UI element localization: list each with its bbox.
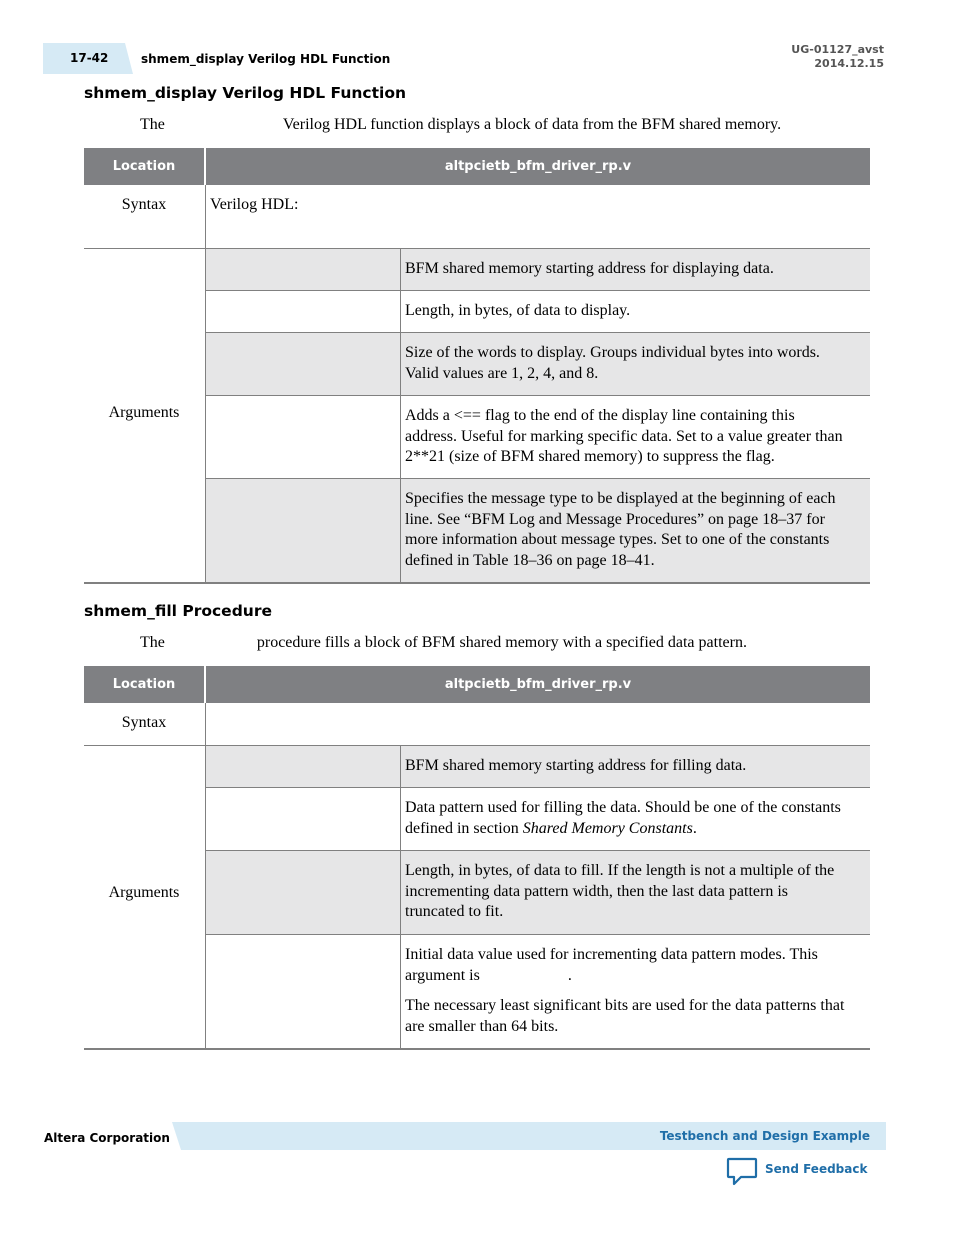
argument-description: BFM shared memory starting address for filling data. <box>405 757 747 774</box>
location-value: altpcietb_bfm_driver_rp.v <box>444 159 632 174</box>
argument-description: Length, in bytes, of data to fill. If the length is not a multiple of the incrementing data pattern width, then the last data pattern is truncated to fit. <box>405 862 835 920</box>
arguments-label: Arguments <box>108 884 180 901</box>
running-title: shmem_display Verilog HDL Function <box>141 52 391 66</box>
section-intro-shmem-fill <box>140 634 747 652</box>
intro-prefix: The <box>140 116 165 133</box>
doc-id: UG-01127_avst <box>791 43 884 56</box>
argument-row <box>206 479 870 582</box>
argument-description: Size of the words to display. Groups individual bytes into words. Valid values are 1, 2, 4, and 8. <box>405 344 820 382</box>
argument-row <box>206 935 870 1048</box>
shmem-display-table <box>84 148 870 585</box>
argument-description: Adds a <== flag to the end of the display line containing this address. Useful for marking specific data. Set to a value greater than 2**21 (size of BFM shared memory) to suppress the flag. <box>405 407 843 465</box>
shared-memory-constants-ref: Shared Memory Constants <box>522 819 693 837</box>
arguments-label: Arguments <box>108 404 180 421</box>
argument-row <box>206 746 870 787</box>
argument-row <box>206 249 870 290</box>
argument-row <box>206 851 870 934</box>
location-header: Location <box>112 159 176 174</box>
shmem-fill-table <box>84 666 870 1052</box>
company-name: Altera Corporation <box>44 1131 170 1145</box>
argument-row <box>206 333 870 395</box>
section-heading-shmem-display: shmem_display Verilog HDL Function <box>84 84 407 102</box>
intro-text: Verilog HDL function displays a block of data from the BFM shared memory. <box>282 116 782 133</box>
argument-description: Initial data value used for incrementing data pattern modes. This argument is . The necessary least significant bits are used for the data patterns that are smaller than 64 bits. <box>405 946 845 1035</box>
argument-row <box>206 291 870 332</box>
chapter-link[interactable]: Testbench and Design Example <box>659 1129 870 1143</box>
intro-text: procedure fills a block of BFM shared memory with a specified data pattern. <box>256 634 747 651</box>
argument-row <box>206 788 870 850</box>
feedback-icon[interactable] <box>726 1157 758 1192</box>
section-heading-shmem-fill: shmem_fill Procedure <box>84 602 272 620</box>
syntax-value: Verilog HDL: <box>210 196 299 213</box>
argument-description: Specifies the message type to be displayed at the beginning of each line. See “BFM Log and Message Procedures” on page 18–37 for more information about message types. Set to one of the constants defined in Table 18–36 on page 18–41. <box>405 490 836 569</box>
doc-date: 2014.12.15 <box>814 57 884 70</box>
syntax-label: Syntax <box>121 714 167 731</box>
location-header: Location <box>112 677 176 692</box>
intro-prefix: The <box>140 634 165 651</box>
argument-description: Length, in bytes, of data to display. <box>405 302 631 319</box>
syntax-label: Syntax <box>121 196 167 213</box>
location-value: altpcietb_bfm_driver_rp.v <box>444 677 632 692</box>
table-header <box>84 666 870 703</box>
doc-id-block <box>791 43 884 71</box>
argument-description: BFM shared memory starting address for displaying data. <box>405 260 774 277</box>
table-header <box>84 148 870 185</box>
send-feedback-link[interactable]: Send Feedback <box>765 1162 868 1176</box>
argument-row <box>206 396 870 478</box>
argument-description: Data pattern used for filling the data. Should be one of the constants defined in section Shared Memory Constants. <box>405 799 841 837</box>
page-number: 17-42 <box>70 51 109 65</box>
section-intro-shmem-display <box>140 116 781 134</box>
